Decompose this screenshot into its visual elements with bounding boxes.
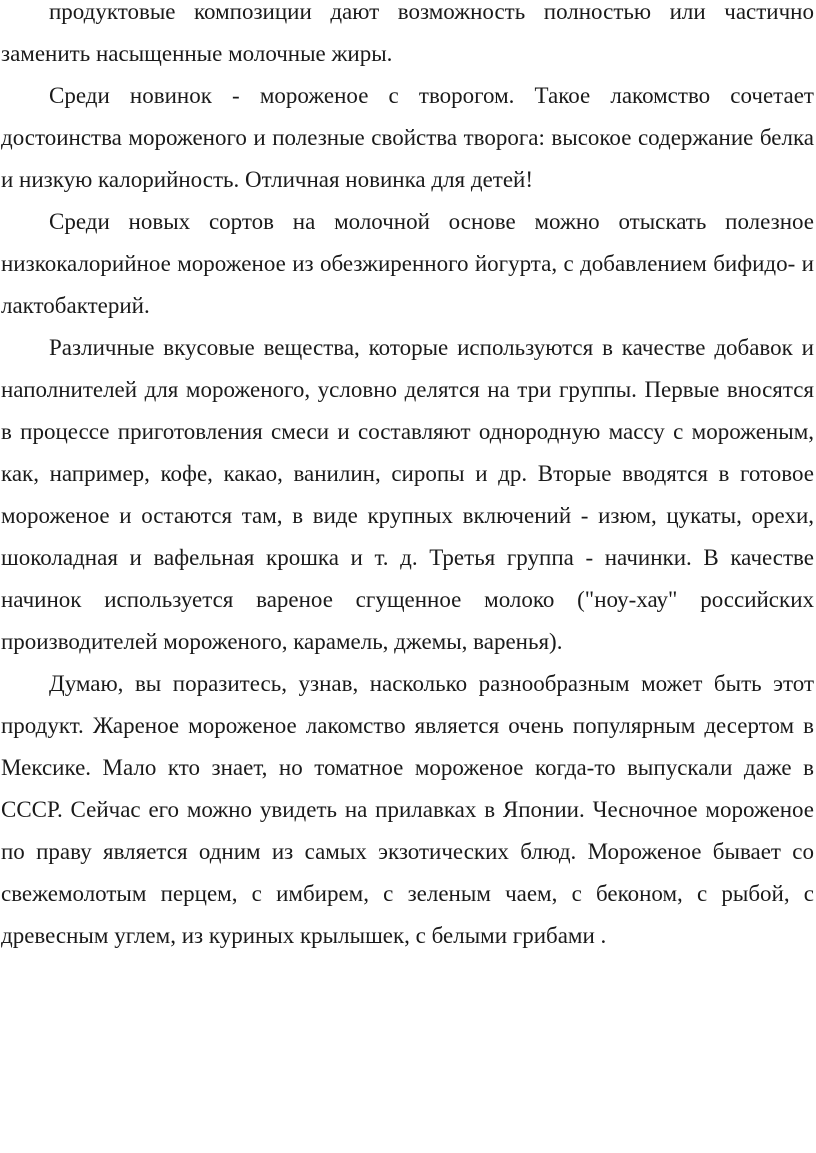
paragraph-1: продуктовые композиции дают возможность полностью или частично заменить насыщенные молочные жиры. [1,0,814,66]
paragraph-2: Среди новинок - мороженое с творогом. Такое лакомство сочетает достоинства мороженого и полезные свойства творога: высокое содержание белка и низкую калорийность. Отличная новинка для детей! [1,83,814,192]
paragraph-4: Различные вкусовые вещества, которые используются в качестве добавок и наполнителей для мороженого, условно делятся на три группы. Первые вносятся в процессе приготовления смеси и составляют однородную массу с мороженым, как, например, кофе, какао, ванилин, сиропы и др. Вторые вводятся в готовое мороженое и остаются там, в виде крупных включений - изюм, цукаты, орехи, шоколадная и вафельная крошка и т. д. Третья группа - начинки. В качестве начинок используется вареное сгущенное молоко ("ноу-хау" российских производителей мороженого, карамель, джемы, варенья). [1,335,814,654]
paragraph-3: Среди новых сортов на молочной основе можно отыскать полезное низкокалорийное мороженое из обезжиренного йогурта, с добавлением бифидо- и лактобактерий. [1,209,814,318]
paragraph-5: Думаю, вы поразитесь, узнав, насколько разнообразным может быть этот продукт. Жареное мороженое лакомство является очень популярным десертом в Мексике. Мало кто знает, но томатное мороженое когда-то выпускали даже в СССР. Сейчас его можно увидеть на прилавках в Японии. Чесночное мороженое по праву является одним из самых экзотических блюд. Мороженое бывает со свежемолотым перцем, с имбирем, с зеленым чаем, с беконом, с рыбой, с древесным углем, из куриных крылышек, с белыми грибами . [1,671,814,948]
